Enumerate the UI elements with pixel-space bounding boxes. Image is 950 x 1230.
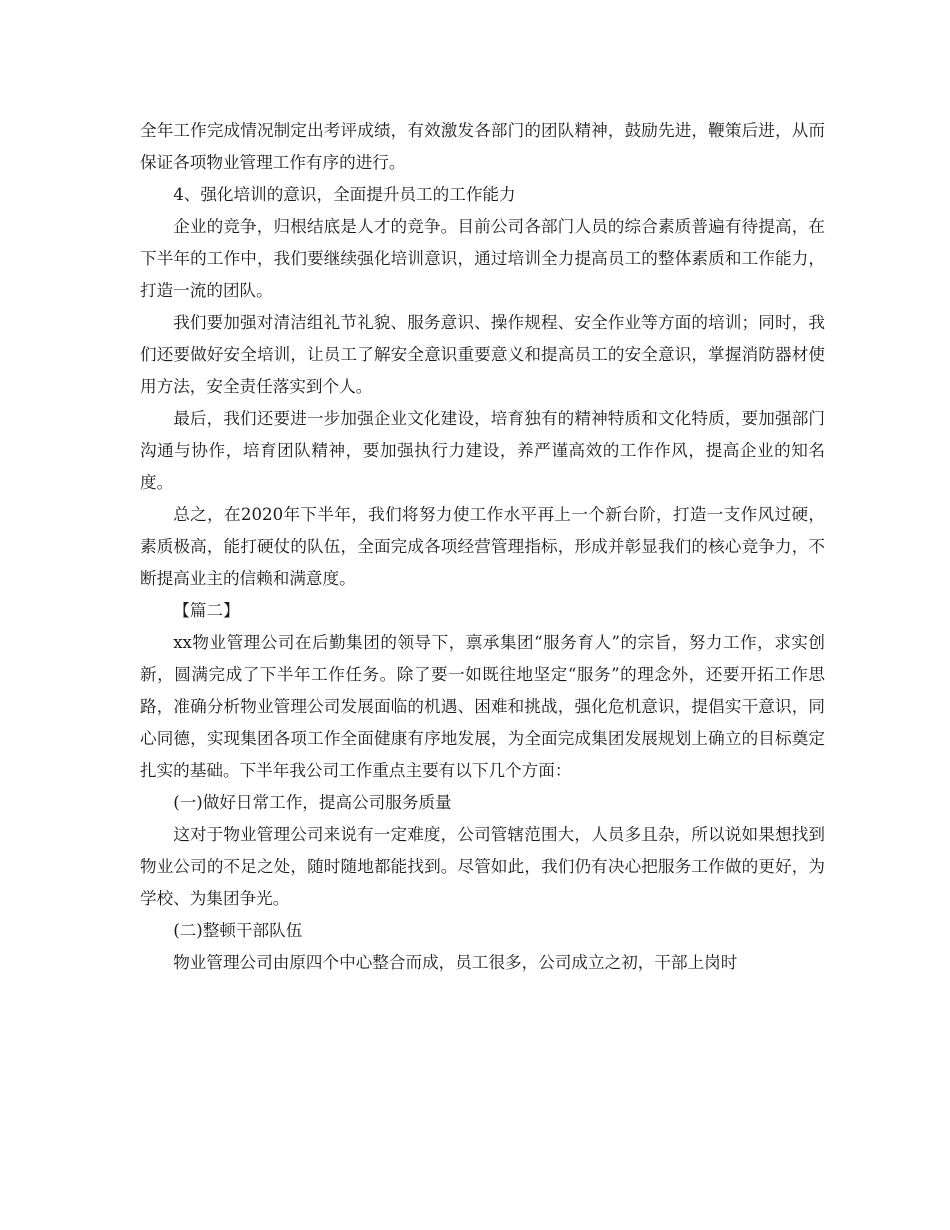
paragraph-continuation: 全年工作完成情况制定出考评成绩，有效激发各部门的团队精神，鼓励先进，鞭策后进，从而保证各项物业管理工作有序的进行。	[140, 121, 825, 172]
section-heading-training: 4、强化培训的意识，全面提升员工的工作能力	[173, 185, 516, 204]
paragraph-daily-work: 这对于物业管理公司来说有一定难度，公司管辖范围大，人员多且杂，所以说如果想找到物业公司的不足之处，随时随地都能找到。尽管如此，我们仍有决心把服务工作做的更好，为学校、为集团争光。	[140, 825, 825, 908]
paragraph-talent-competition: 企业的竞争，归根结底是人才的竞争。目前公司各部门人员的综合素质普遍有待提高，在下半年的工作中，我们要继续强化培训意识，通过培训全力提高员工的整体素质和工作能力，打造一流的团队。	[140, 217, 825, 300]
paragraph-training-plan: 我们要加强对清洁组礼节礼貌、服务意识、操作规程、安全作业等方面的培训；同时，我们还要做好安全培训，让员工了解安全意识重要意义和提高员工的安全意识，掌握消防器材使用方法，安全责任落实到个人。	[140, 313, 825, 396]
section-heading-cadre-team: (二)整顿干部队伍	[173, 921, 303, 940]
document-body	[140, 115, 825, 979]
paragraph-intro-part-two: xx物业管理公司在后勤集团的领导下，禀承集团“服务育人”的宗旨，努力工作，求实创新，圆满完成了下半年工作任务。除了要一如既往地坚定“服务”的理念外，还要开拓工作思路，准确分析物业管理公司发展面临的机遇、困难和挑战，强化危机意识，提倡实干意识，同心同德，实现集团各项工作全面健康有序地发展，为全面完成集团发展规划上确立的目标奠定扎实的基础。下半年我公司工作重点主要有以下几个方面：	[140, 633, 825, 780]
section-heading-daily-work: (一)做好日常工作，提高公司服务质量	[173, 793, 452, 812]
paragraph-cadre-team: 物业管理公司由原四个中心整合而成，员工很多，公司成立之初，干部上岗时	[173, 953, 738, 972]
paragraph-summary: 总之，在2020年下半年，我们将努力使工作水平再上一个新台阶，打造一支作风过硬，素质极高，能打硬仗的队伍，全面完成各项经营管理指标，形成并彰显我们的核心竞争力，不断提高业主的信赖和满意度。	[140, 505, 825, 588]
section-title-part-two: 【篇二】	[173, 601, 240, 620]
paragraph-corporate-culture: 最后，我们还要进一步加强企业文化建设，培育独有的精神特质和文化特质，要加强部门沟通与协作，培育团队精神，要加强执行力建设，养严谨高效的工作作风，提高企业的知名度。	[140, 409, 825, 492]
